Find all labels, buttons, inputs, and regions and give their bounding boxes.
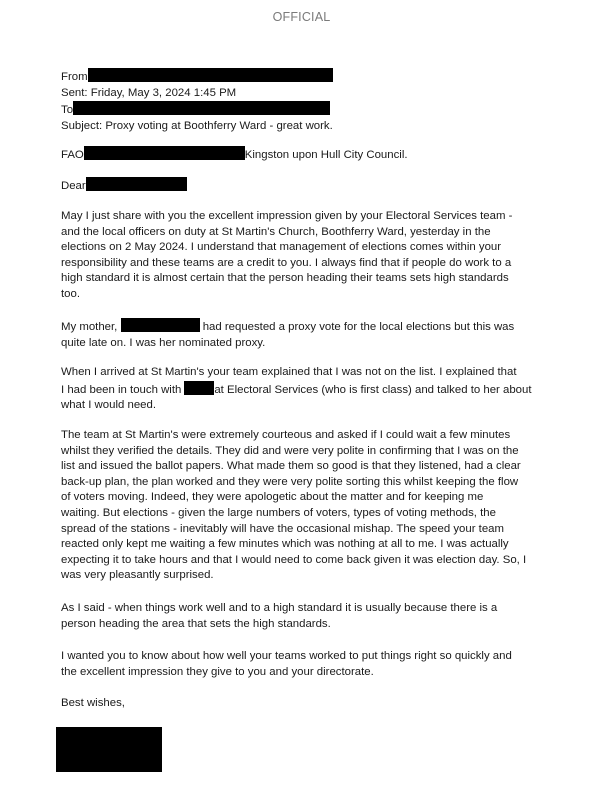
p4-line: The team at St Martin's were extremely courteous and asked if I could wait a few minutes — [61, 429, 511, 441]
redacted-greeting-name — [86, 177, 187, 191]
p3-text-b: I had been in touch with — [61, 383, 182, 396]
greeting-line — [61, 177, 561, 195]
p4-line: back-up plan, the plan worked and they were very polite sorting this whilst keeping the flow — [61, 475, 519, 488]
to-line — [61, 101, 561, 119]
p5-line: As I said - when things work well and to a high standard it is usually because there is a — [61, 602, 498, 614]
redacted-signature — [56, 727, 162, 772]
fao-suffix: Kingston upon Hull City Council. — [244, 149, 408, 161]
p3-text-c: at Electoral Services (who is first class) and talked to her about — [214, 383, 532, 396]
from-label: From — [61, 71, 88, 83]
p4-line: whilst they verified the details. They did and were very polite in confirming that I was on the — [61, 444, 519, 457]
paragraph-6 — [61, 649, 561, 680]
closing-line: Best wishes, — [61, 697, 125, 709]
paragraph-3 — [61, 365, 561, 414]
p6-line: the excellent impression they give to you and your directorate. — [61, 665, 374, 678]
classification-label: OFFICIAL — [272, 10, 331, 24]
p4-line: was very pleasantly surprised. — [61, 569, 214, 582]
fao-line — [61, 146, 561, 164]
email-header — [61, 68, 561, 134]
from-line — [61, 68, 561, 86]
p1-line: elections on 2 May 2024. I understand that management of elections comes within your — [61, 241, 502, 254]
p1-line: responsibility and these teams are a credit to you. I always find that if people do work to a — [61, 256, 512, 269]
p2-text-c: quite late on. I was her nominated proxy. — [61, 336, 266, 349]
p4-line: waiting. But elections - given the large numbers of voters, types of voting methods, the — [61, 506, 496, 519]
redacted-mother-name — [121, 318, 200, 332]
p3-text-d: what I would need. — [61, 399, 156, 412]
redacted-fao-name — [84, 146, 245, 160]
p4-line: expecting it to take hours and that I would need to come back given it was election day. So, I — [61, 553, 527, 566]
paragraph-2 — [61, 318, 561, 351]
greeting-text: Dear — [61, 180, 86, 192]
sent-line: Sent: Friday, May 3, 2024 1:45 PM — [61, 86, 237, 99]
to-label: To — [61, 104, 74, 117]
p1-line: high standard it is almost certain that the person heading their teams sets high standards — [61, 272, 509, 285]
subject-line: Subject: Proxy voting at Boothferry Ward - great work. — [61, 119, 333, 132]
p3-text-a: When I arrived at St Martin's your team explained that I was not on the list. I explained that — [61, 366, 517, 378]
redacted-sender — [88, 68, 333, 82]
p1-line: May I just share with you the excellent impression given by your Electoral Services team - — [61, 210, 513, 222]
fao-label: FAO — [61, 149, 84, 161]
p2-text-a: My mother, — [61, 321, 118, 333]
p4-line: spread of the stations - inevitably will have the occasional mishap. The speed your team — [61, 522, 504, 535]
p4-line: of voters moving. Indeed, they were apologetic about the matter and for keeping me — [61, 491, 484, 504]
paragraph-1 — [61, 209, 561, 303]
paragraph-4 — [61, 428, 561, 584]
p1-line: too. — [61, 287, 80, 300]
p5-line: person heading the area that sets the high standards. — [61, 617, 331, 630]
p6-line: I wanted you to know about how well your teams worked to put things right so quickly and — [61, 650, 512, 662]
p1-line: and the local officers on duty at St Martin's Church, Boothferry Ward, yesterday in the — [61, 225, 491, 238]
redacted-contact-name — [184, 381, 214, 395]
p2-text-b: had requested a proxy vote for the local elections but this was — [202, 321, 515, 333]
redacted-recipient — [73, 101, 330, 115]
p4-line: reacted only kept me waiting a few minutes which was nothing at all to me. I was actually — [61, 538, 509, 551]
paragraph-5 — [61, 601, 561, 632]
p4-line: list and issued the ballot papers. What made them so good is that they listened, had a clear — [61, 460, 521, 473]
